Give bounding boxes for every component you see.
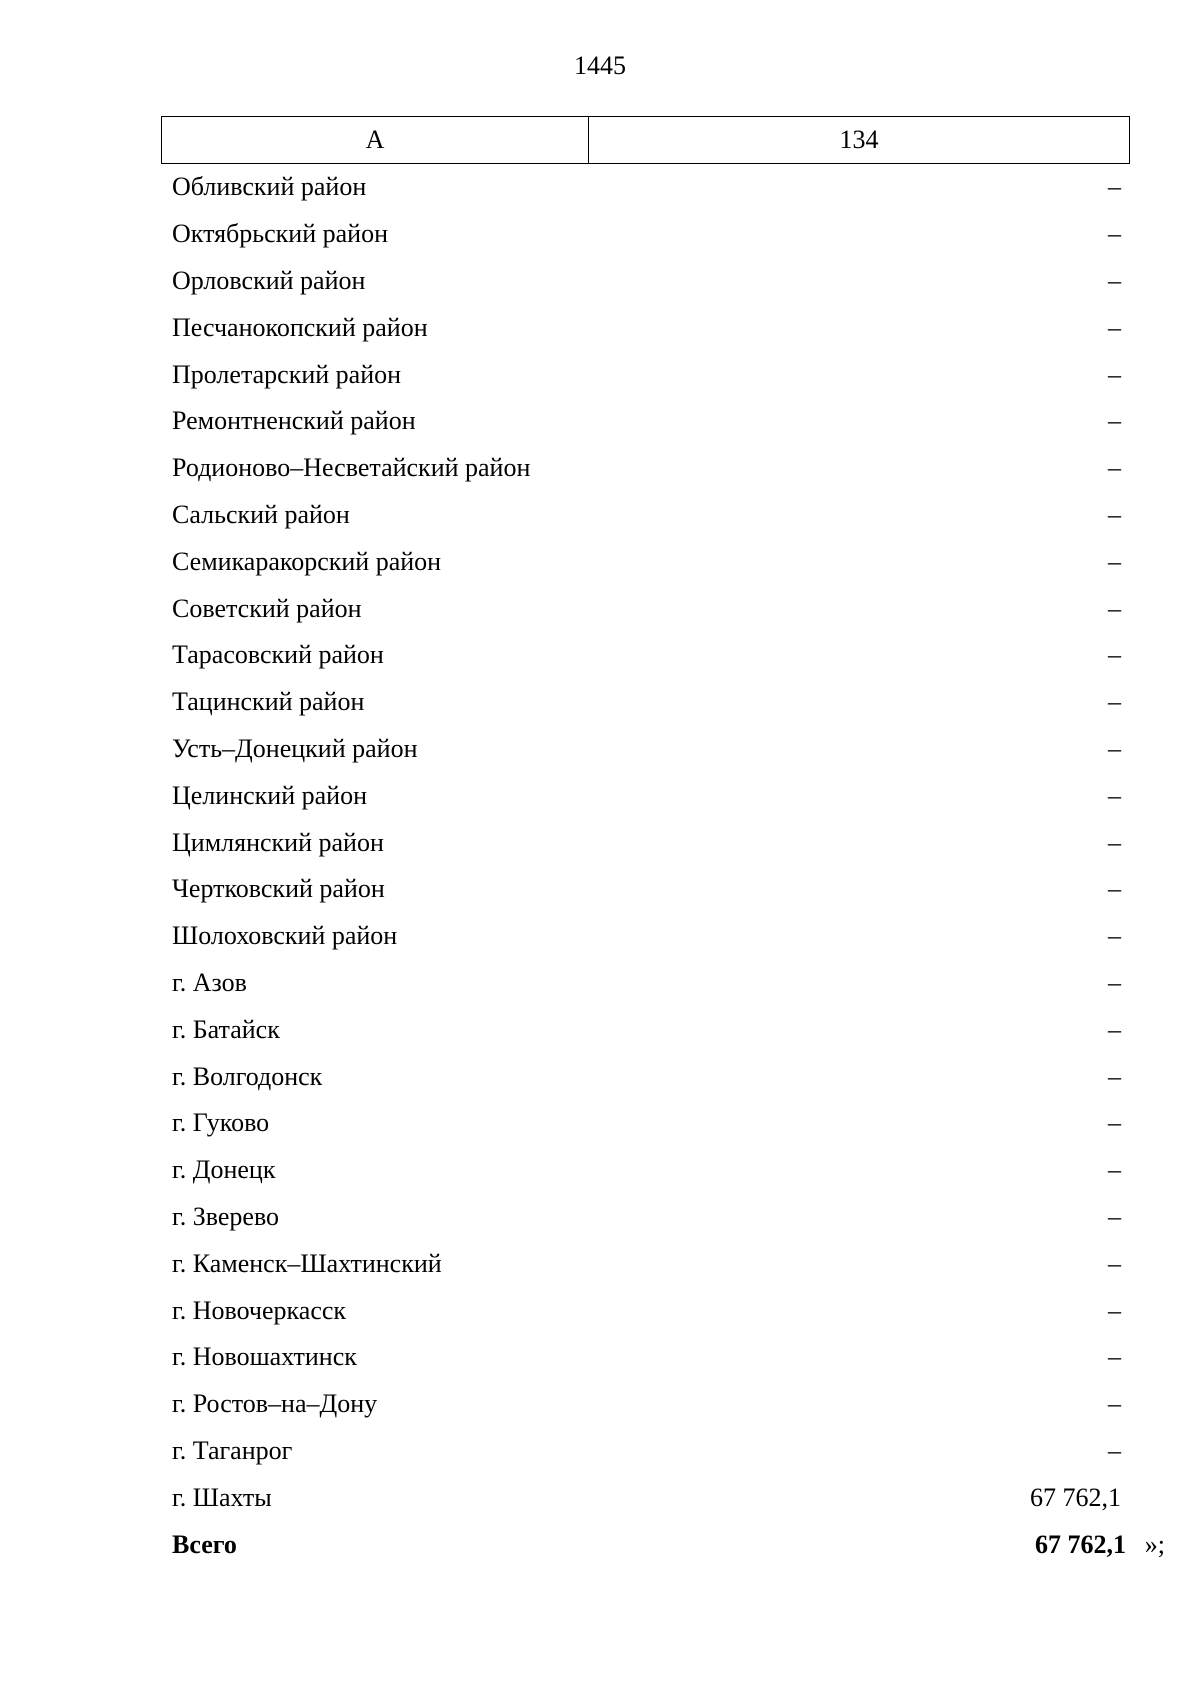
- row-name: г. Шахты: [172, 1482, 272, 1512]
- row-value: –: [1108, 406, 1121, 436]
- page-number: 1445: [574, 51, 626, 80]
- row-name: Целинский район: [172, 780, 367, 810]
- row-value: –: [1108, 1108, 1121, 1138]
- row-name: г. Донецк: [172, 1155, 276, 1185]
- row-value: –: [1108, 967, 1121, 997]
- row-name: Орловский район: [172, 265, 366, 295]
- table-row: [161, 866, 1161, 913]
- row-value: –: [1108, 921, 1121, 951]
- table-row: [161, 538, 1161, 585]
- row-name: г. Новочеркасск: [172, 1295, 347, 1325]
- row-name: г. Гуково: [172, 1108, 270, 1138]
- row-name: Цимлянский район: [172, 827, 384, 857]
- row-value: –: [1108, 827, 1121, 857]
- table-row: [161, 445, 1161, 492]
- row-value: –: [1108, 1201, 1121, 1231]
- row-value: –: [1108, 874, 1121, 904]
- row-name: Песчанокопский район: [172, 312, 428, 342]
- row-value: –: [1108, 219, 1121, 249]
- row-name: Родионово–Несветайский район: [172, 453, 531, 483]
- table-row: [161, 1006, 1161, 1053]
- table-row: [161, 258, 1161, 305]
- table-body: [161, 164, 1165, 1568]
- row-value: –: [1108, 499, 1121, 529]
- table-row: [161, 960, 1161, 1007]
- row-name: г. Ростов–на–Дону: [172, 1389, 378, 1419]
- table-row: [161, 1474, 1161, 1521]
- table-row: [161, 492, 1161, 539]
- total-value: 67 762,1: [1035, 1529, 1126, 1559]
- total-label: Всего: [172, 1529, 237, 1559]
- table-row: [161, 1287, 1161, 1334]
- row-value: –: [1108, 1389, 1121, 1419]
- row-value: –: [1108, 172, 1121, 202]
- row-value: –: [1108, 733, 1121, 763]
- table-row: [161, 1428, 1161, 1475]
- row-name: Советский район: [172, 593, 362, 623]
- row-value: –: [1108, 1014, 1121, 1044]
- row-value: –: [1108, 1435, 1121, 1465]
- row-name: г. Батайск: [172, 1014, 280, 1044]
- row-value: –: [1108, 359, 1121, 389]
- table-row: [161, 1334, 1161, 1381]
- table-row: [161, 819, 1161, 866]
- total-row: [161, 1521, 1165, 1568]
- table-row: [161, 913, 1161, 960]
- row-name: Октябрьский район: [172, 219, 388, 249]
- row-value: –: [1108, 546, 1121, 576]
- table-row: [161, 351, 1161, 398]
- row-value: –: [1108, 780, 1121, 810]
- row-value: –: [1108, 1061, 1121, 1091]
- row-name: Сальский район: [172, 499, 350, 529]
- row-name: Тарасовский район: [172, 640, 384, 670]
- header-col-a: А: [162, 117, 589, 163]
- table-row: [161, 1147, 1161, 1194]
- table-header: [161, 116, 1130, 164]
- table-row: [161, 304, 1161, 351]
- table-row: [161, 585, 1161, 632]
- table-row: [161, 1381, 1161, 1428]
- row-name: г. Новошахтинск: [172, 1342, 357, 1372]
- row-name: Ремонтненский район: [172, 406, 416, 436]
- row-value: –: [1108, 312, 1121, 342]
- table-row: [161, 772, 1161, 819]
- row-name: Шолоховский район: [172, 921, 398, 951]
- row-value: –: [1108, 1342, 1121, 1372]
- row-name: Тацинский район: [172, 687, 365, 717]
- row-value: –: [1108, 1155, 1121, 1185]
- row-value: –: [1108, 265, 1121, 295]
- table-row: [161, 1053, 1161, 1100]
- table-row: [161, 1194, 1161, 1241]
- table-row: [161, 679, 1161, 726]
- row-name: Обливский район: [172, 172, 367, 202]
- row-name: Чертковский район: [172, 874, 385, 904]
- table-row: [161, 398, 1161, 445]
- closing-quote: »;: [1144, 1529, 1165, 1559]
- row-name: г. Таганрог: [172, 1435, 293, 1465]
- row-value: –: [1108, 1248, 1121, 1278]
- header-col-b: 134: [839, 125, 879, 154]
- row-value: –: [1108, 593, 1121, 623]
- row-name: г. Зверево: [172, 1201, 280, 1231]
- row-name: г. Каменск–Шахтинский: [172, 1248, 442, 1278]
- table-row: [161, 726, 1161, 773]
- row-name: Пролетарский район: [172, 359, 402, 389]
- row-value: –: [1108, 687, 1121, 717]
- row-name: Семикаракорский район: [172, 546, 442, 576]
- table-row: [161, 632, 1161, 679]
- row-value: 67 762,1: [1030, 1482, 1121, 1512]
- row-value: –: [1108, 453, 1121, 483]
- table-row: [161, 164, 1161, 211]
- table-row: [161, 1240, 1161, 1287]
- table-row: [161, 1100, 1161, 1147]
- row-name: г. Волгодонск: [172, 1061, 323, 1091]
- table-row: [161, 211, 1161, 258]
- row-value: –: [1108, 1295, 1121, 1325]
- row-value: –: [1108, 640, 1121, 670]
- row-name: Усть–Донецкий район: [172, 733, 418, 763]
- row-name: г. Азов: [172, 967, 247, 997]
